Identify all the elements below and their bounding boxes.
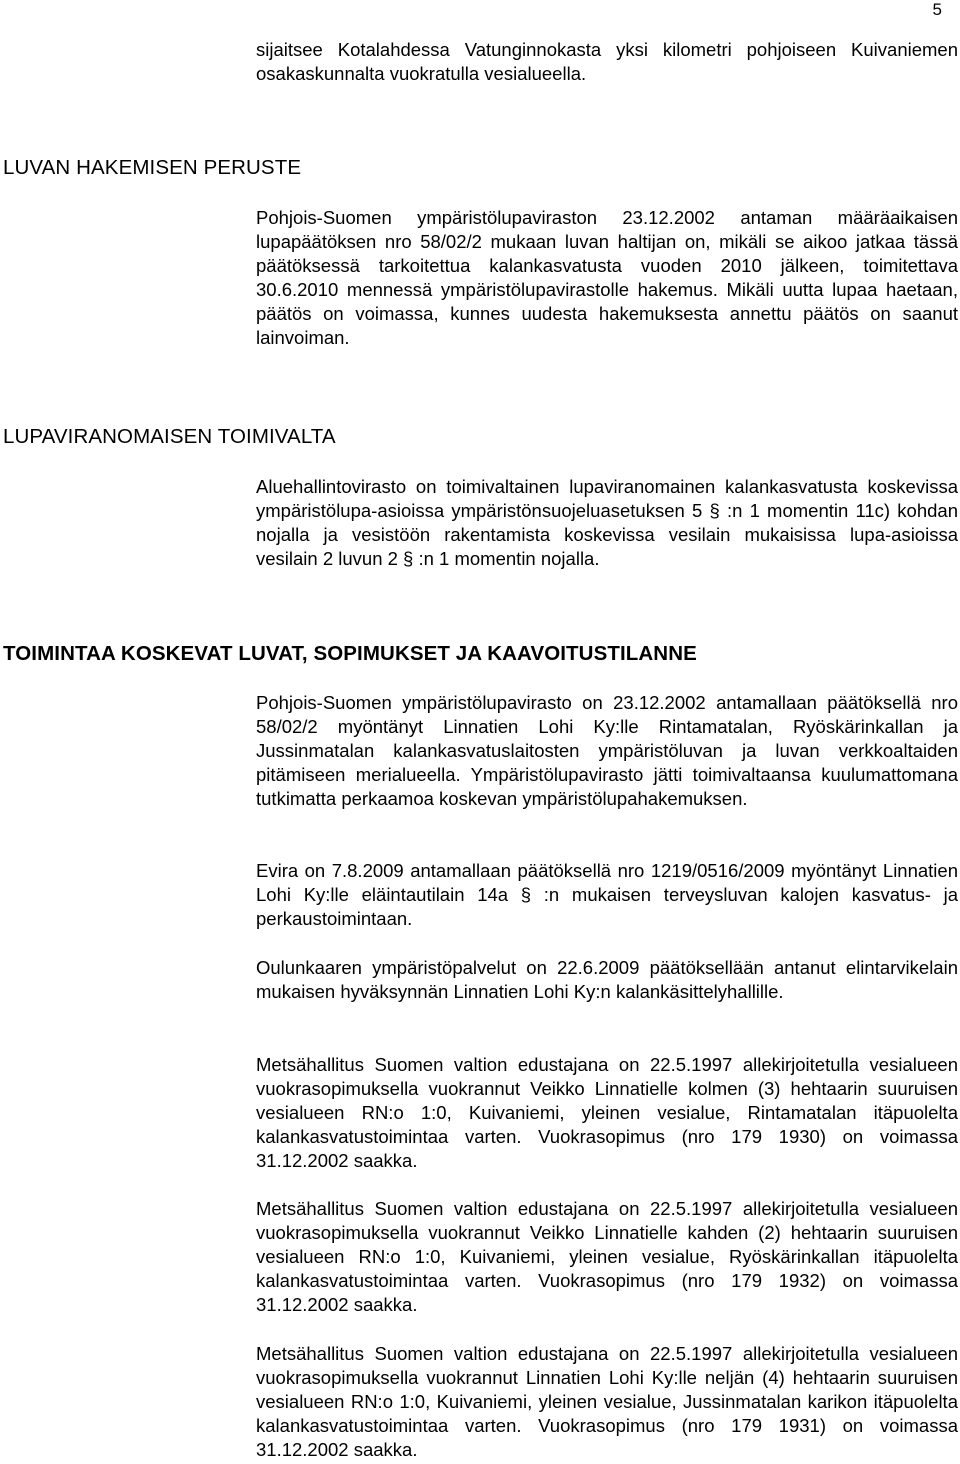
- lupaviranomaisen-paragraph: Aluehallintovirasto on toimivaltainen lupaviranomainen kalankasvatusta koskevissa ympäristölupa-asioissa ympäristönsuojeluasetuksen 5 § :n 1 momentin 11c) kohdan nojalla ja vesistöön rakentamista koskevissa vesilain mukaisissa lupa-asioissa vesilain 2 luvun 2 § :n 1 momentin nojalla.: [256, 476, 958, 569]
- toimintaa-paragraph-6: Metsähallitus Suomen valtion edustajana on 22.5.1997 allekirjoitetulla vesialueen vuokrasopimuksella vuokrannut Linnatien Lohi Ky:lle neljän (4) hehtaarin suuruisen vesialueen RN:o 1:0, Kuivaniemi, yleinen vesialue, Jussinmatalan karikon itäpuolelta kalankasvatustoimintaa varten. Vuokrasopimus (nro 179 1931) on voimassa 31.12.2002 saakka.: [256, 1343, 958, 1460]
- intro-paragraph: sijaitsee Kotalahdessa Vatunginnokasta yksi kilometri pohjoiseen Kuivaniemen osakaskunnalta vuokratulla vesialueella.: [256, 39, 958, 84]
- luvan-hakemisen-paragraph: Pohjois-Suomen ympäristölupaviraston 23.12.2002 antaman määräaikaisen lupapäätöksen nro 58/02/2 mukaan luvan haltijan on, mikäli se aikoo jatkaa tässä päätöksessä tarkoitettua kalankasvatusta vuoden 2010 jälkeen, toimitettava 30.6.2010 mennessä ympäristölupavirastolle hakemus. Mikäli uutta lupaa haetaan, päätös on voimassa, kunnes uudesta hakemuksesta annettu päätös on saanut lainvoiman.: [256, 207, 958, 348]
- heading-toimintaa-koskevat-luvat: TOIMINTAA KOSKEVAT LUVAT, SOPIMUKSET JA KAAVOITUSTILANNE: [3, 642, 697, 665]
- heading-luvan-hakemisen-peruste: LUVAN HAKEMISEN PERUSTE: [3, 156, 302, 179]
- toimintaa-paragraph-4: Metsähallitus Suomen valtion edustajana on 22.5.1997 allekirjoitetulla vesialueen vuokrasopimuksella vuokrannut Veikko Linnatielle kolmen (3) hehtaarin suuruisen vesialueen RN:o 1:0, Kuivaniemi, yleinen vesialue, Rintamatalan itäpuolelta kalankasvatustoimintaa varten. Vuokrasopimus (nro 179 1930) on voimassa 31.12.2002 saakka.: [256, 1054, 958, 1171]
- toimintaa-paragraph-3: Oulunkaaren ympäristöpalvelut on 22.6.2009 päätöksellään antanut elintarvikelain mukaisen hyväksynnän Linnatien Lohi Ky:n kalankäsittelyhallille.: [256, 957, 958, 1002]
- page-number: 5: [932, 0, 942, 19]
- toimintaa-paragraph-5: Metsähallitus Suomen valtion edustajana on 22.5.1997 allekirjoitetulla vesialueen vuokrasopimuksella vuokrannut Veikko Linnatielle kahden (2) hehtaarin suuruisen vesialueen RN:o 1:0, Kuivaniemi, yleinen vesialue, Ryöskärinkallan itäpuolelta kalankasvatustoimintaa varten. Vuokrasopimus (nro 179 1932) on voimassa 31.12.2002 saakka.: [256, 1198, 958, 1315]
- toimintaa-paragraph-1: Pohjois-Suomen ympäristölupavirasto on 23.12.2002 antamallaan päätöksellä nro 58/02/2 myöntänyt Linnatien Lohi Ky:lle Rintamatalan, Ryöskärinkallan ja Jussinmatalan kalankasvatuslaitosten ympäristöluvan ja luvan verkkoaltaiden pitämiseen merialueella. Ympäristölupavirasto jätti toimivaltaansa kuulumattomana tutkimatta perkaamoa koskevan ympäristölupahakemuksen.: [256, 692, 958, 809]
- toimintaa-paragraph-2: Evira on 7.8.2009 antamallaan päätöksellä nro 1219/0516/2009 myöntänyt Linnatien Lohi Ky:lle eläintautilain 14a § :n mukaisen terveysluvan kalojen kasvatus- ja perkaustoimintaan.: [256, 860, 958, 929]
- heading-lupaviranomaisen-toimivalta: LUPAVIRANOMAISEN TOIMIVALTA: [3, 425, 336, 448]
